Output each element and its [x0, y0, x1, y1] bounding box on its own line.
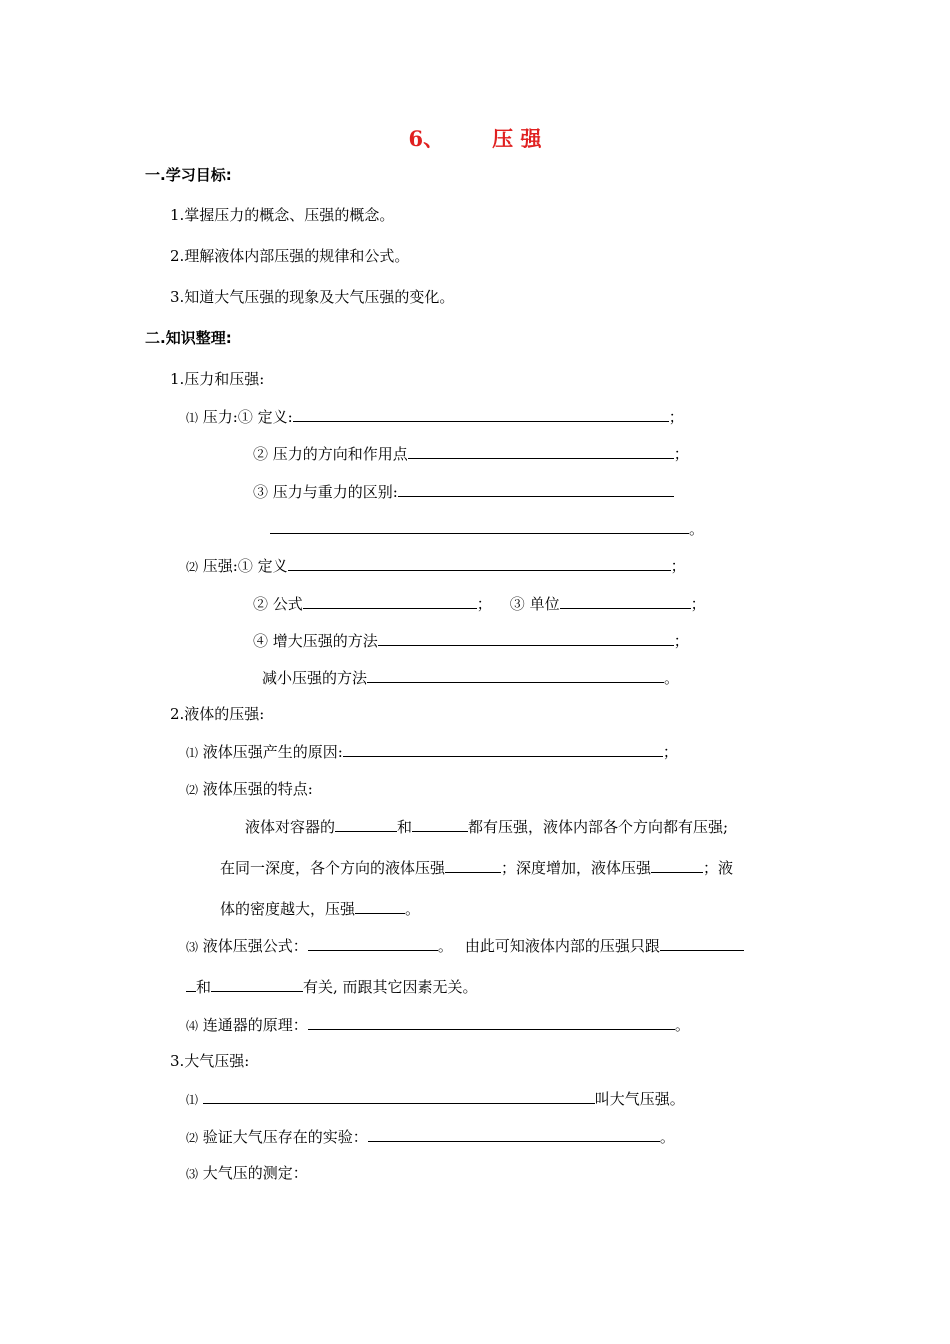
atmospheric-definition-label: 叫大气压强。: [594, 1090, 685, 1108]
part-3-heading: 3.大气压强:: [170, 1052, 250, 1070]
objective-2: 2.理解液体内部压强的规律和公式。: [170, 247, 410, 265]
title-text: 压 强: [492, 126, 542, 151]
decrease-pressure-label: 减小压强的方法: [262, 669, 368, 687]
period: 。: [689, 520, 705, 538]
liquid-features-heading: [186, 779, 313, 800]
item-number: ⑶: [186, 940, 199, 954]
text-fragment: 都有压强，液体内部各个方向都有压强;: [468, 818, 729, 836]
item-number: ⑶: [186, 1167, 199, 1181]
text-fragment: 和: [196, 978, 212, 996]
blank-field[interactable]: [293, 406, 669, 422]
increase-pressure-label: ④ 增大压强的方法: [253, 632, 378, 650]
liquid-formula-label: 液体压强公式：: [202, 937, 308, 955]
item-number: ⑵: [186, 783, 199, 797]
stress-definition-label: 压强:① 定义: [202, 557, 288, 575]
blank-field[interactable]: [303, 593, 477, 609]
text-fragment: ；液: [703, 859, 734, 877]
item-number: ⑴: [186, 1093, 199, 1107]
blank-field[interactable]: [211, 976, 303, 992]
section-1-heading: 一.学习目标:: [145, 166, 232, 184]
pressure-definition-line: [186, 406, 684, 428]
stress-definition-line: [186, 555, 686, 577]
period: 。: [405, 900, 421, 918]
blank-field[interactable]: [203, 1088, 595, 1104]
features-line-3: [220, 898, 420, 919]
blank-field[interactable]: [308, 1014, 675, 1030]
blank-field[interactable]: [378, 630, 674, 646]
objective-1: 1.掌握压力的概念、压强的概念。: [170, 206, 395, 224]
text-fragment: 体的密度越大，压强: [220, 900, 356, 918]
atmospheric-experiment-line: [186, 1126, 675, 1148]
blank-field[interactable]: [186, 976, 196, 992]
pressure-gravity-line: [253, 481, 674, 502]
semicolon: ；: [673, 632, 689, 650]
features-line-1: [245, 816, 728, 837]
pressure-direction-label: ② 压力的方向和作用点: [253, 445, 408, 463]
part-2-heading: 2.液体的压强:: [170, 705, 265, 723]
liquid-cause-label: 液体压强产生的原因:: [202, 743, 343, 761]
pressure-direction-line: [253, 443, 689, 464]
connected-vessel-line: [186, 1014, 690, 1036]
semicolon: ；: [670, 557, 686, 575]
blank-field[interactable]: [560, 593, 691, 609]
formula-unit-line: [253, 593, 706, 614]
objective-3: 3.知道大气压强的现象及大气压强的变化。: [170, 288, 455, 306]
liquid-formula-line: [186, 935, 744, 957]
section-2-heading: 二.知识整理:: [145, 329, 232, 347]
blank-field[interactable]: [651, 857, 703, 873]
semicolon: ；: [476, 595, 492, 613]
blank-field[interactable]: [308, 935, 438, 951]
blank-field[interactable]: [343, 741, 663, 757]
semicolon: ；: [673, 445, 689, 463]
title-number: 6、: [408, 126, 445, 151]
unit-label: ③ 单位: [509, 595, 560, 613]
atmospheric-measurement-label: 大气压的测定：: [202, 1164, 308, 1182]
period: 。: [674, 1016, 690, 1034]
decrease-pressure-line: [262, 667, 679, 688]
item-number: ⑴: [186, 746, 199, 760]
connected-vessel-label: 连通器的原理：: [202, 1016, 308, 1034]
period: 。: [437, 937, 453, 955]
blank-field[interactable]: [368, 1126, 660, 1142]
blank-field[interactable]: [355, 898, 405, 914]
text-fragment: 有关, 而跟其它因素无关。: [303, 978, 478, 996]
atmospheric-definition-line: [186, 1088, 685, 1110]
blank-field[interactable]: [412, 816, 468, 832]
part-1-heading: 1.压力和压强:: [170, 370, 265, 388]
blank-field[interactable]: [660, 935, 744, 951]
text-fragment: 液体对容器的: [245, 818, 336, 836]
text-fragment: 和: [397, 818, 413, 836]
text-fragment: ；深度增加，液体压强: [501, 859, 652, 877]
period: 。: [664, 669, 680, 687]
blank-field[interactable]: [335, 816, 397, 832]
text-fragment: 由此可知液体内部的压强只跟: [464, 937, 660, 955]
item-number: ⑵: [186, 560, 199, 574]
blank-field[interactable]: [270, 518, 689, 534]
semicolon: ；: [668, 408, 684, 426]
blank-field[interactable]: [398, 481, 674, 497]
atmospheric-experiment-label: 验证大气压存在的实验：: [202, 1128, 368, 1146]
text-fragment: 在同一深度，各个方向的液体压强: [220, 859, 446, 877]
blank-field[interactable]: [288, 555, 671, 571]
pressure-gravity-label: ③ 压力与重力的区别:: [253, 483, 398, 501]
item-number: ⑵: [186, 1131, 199, 1145]
liquid-features-label: 液体压强的特点:: [202, 780, 313, 798]
semicolon: ；: [690, 595, 706, 613]
liquid-formula-continued: [186, 976, 478, 997]
blank-field[interactable]: [367, 667, 664, 683]
features-line-2: [220, 857, 733, 878]
page-title: [0, 126, 950, 152]
liquid-cause-line: [186, 741, 678, 763]
atmospheric-measurement-line: [186, 1163, 308, 1184]
period: 。: [659, 1128, 675, 1146]
pressure-definition-label: 压力:① 定义:: [202, 408, 293, 426]
pressure-gravity-continued: [270, 518, 704, 539]
semicolon: ；: [662, 743, 678, 761]
blank-field[interactable]: [445, 857, 501, 873]
item-number: ⑴: [186, 411, 199, 425]
increase-pressure-line: [253, 630, 689, 651]
item-number: ⑷: [186, 1019, 199, 1033]
blank-field[interactable]: [408, 443, 674, 459]
formula-label: ② 公式: [253, 595, 303, 613]
